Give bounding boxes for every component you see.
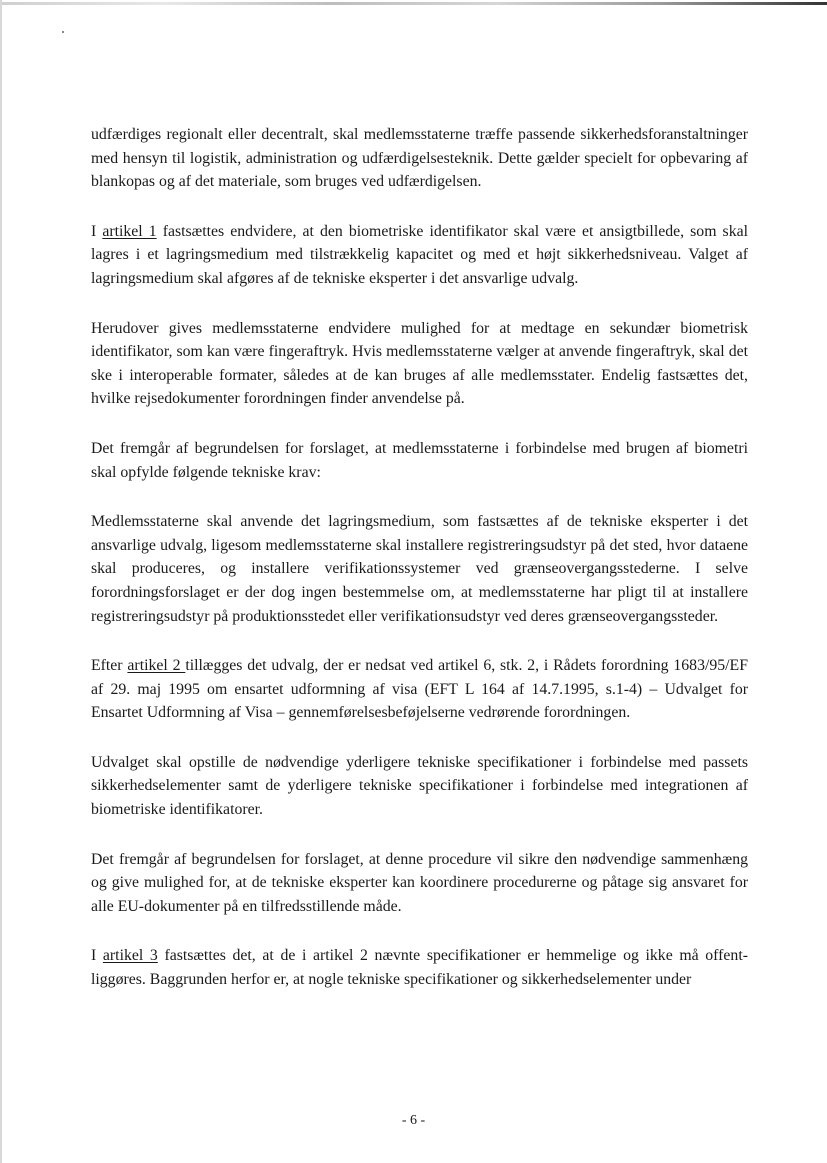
paragraph-text: Det fremgår af begrundelsen for forslaget, at medlemsstaterne i forbindelse med brugen af biometri skal opfylde følgende tekniske krav: — [91, 439, 748, 481]
article-reference: artikel 3 — [102, 947, 158, 965]
paragraph-2 — [91, 220, 748, 291]
page-number: - 6 - — [401, 1113, 426, 1128]
scan-edge-top — [0, 2, 827, 5]
article-reference: artikel 1 — [102, 222, 157, 240]
article-reference: artikel 2 — [127, 657, 186, 675]
paragraph-text: Udvalget skal opstille de nødvendige yderligere tekniske specifikationer i forbindelse med passets sikkerhedselementer samt de yderligere tekniske specifikationer i forbindelse med integrationen af biometriske identifikatorer. — [91, 753, 748, 819]
paragraph-text: Herudover gives medlemsstaterne endvidere mulighed for at medtage en sekundær biometrisk identifikator, som kan være fingeraftryk. Hvis medlemsstaterne vælger at anvende fingeraftryk, skal det ske i interoperable formater, således at de kan bruges af alle medlemsstater. Endelig fastsættes det, hvilke rejsedokumenter forordningen finder anvendelse på. — [91, 319, 748, 408]
paragraph-text: I — [91, 947, 103, 965]
paragraph-5 — [91, 510, 748, 628]
paragraph-6 — [91, 654, 748, 725]
document-body — [91, 123, 748, 1018]
paragraph-1 — [91, 123, 748, 194]
paragraph-7 — [91, 751, 748, 822]
paragraph-8 — [91, 848, 748, 919]
paragraph-text: fastsættes endvidere, at den biometriske identifikator skal være et ansigtbillede, som skal lagres i et lagringsmedium med tilstrækkelig kapacitet og med et højt sikkerhedsniveau. Valget af lagringsmedium skal afgøres af de tekniske eksperter i det ansvarlige udvalg. — [91, 222, 748, 287]
paragraph-3 — [91, 317, 748, 411]
paragraph-9 — [91, 944, 748, 991]
paragraph-4 — [91, 437, 748, 484]
paragraph-text: I — [91, 222, 103, 240]
paragraph-text: fastsættes det, at de i artikel 2 nævnte specifikationer er hemmelige og ikke må offentliggøres. Baggrunden herfor er, at nogle tekniske specifikationer og sikkerhedselementer under — [91, 947, 748, 989]
scan-speck — [62, 31, 64, 33]
paragraph-text: udfærdiges regionalt eller decentralt, skal medlemsstaterne træffe passende sikkerhedsforanstaltninger med hensyn til logistik, administration og udfærdigelsesteknik. Dette gælder specielt for opbevaring af blankopas og af det materiale, som bruges ved udfærdigelsen. — [91, 126, 748, 191]
paragraph-text: Efter — [91, 657, 128, 675]
paragraph-text: Medlemsstaterne skal anvende det lagringsmedium, som fastsættes af de tekniske eksperter i det ansvarlige udvalg, ligesom medlemsstaterne skal installere registreringsudstyr på det sted, hvor dataene skal produceres, og installere verifikationssystemer ved grænseovergangsstederne. I selve forordningsforslaget er der dog ingen bestemmelse om, at medlemsstaterne har pligt til at installere registreringsudstyr på produktionsstedet eller verifikationsudstyr ved deres grænseovergangssteder. — [91, 513, 748, 625]
paragraph-text: tillægges det udvalg, der er nedsat ved artikel 6, stk. 2, i Rådets forordning 1683/95/EF af 29. maj 1995 om ensartet udformning af visa (EFT L 164 af 14.7.1995, s.1-4) – Udvalget for Ensartet Udformning af Visa – gennemførelsesbeføjelserne vedrørende forordningen. — [91, 657, 748, 722]
paragraph-text: Det fremgår af begrundelsen for forslaget, at denne procedure vil sikre den nødvendige sammenhæng og give mulighed for, at de tekniske eksperter kan koordinere procedurerne og påtage sig ansvaret for alle EU-dokumenter på en tilfredsstillende måde. — [91, 850, 748, 915]
scan-edge-left — [0, 0, 2, 1163]
